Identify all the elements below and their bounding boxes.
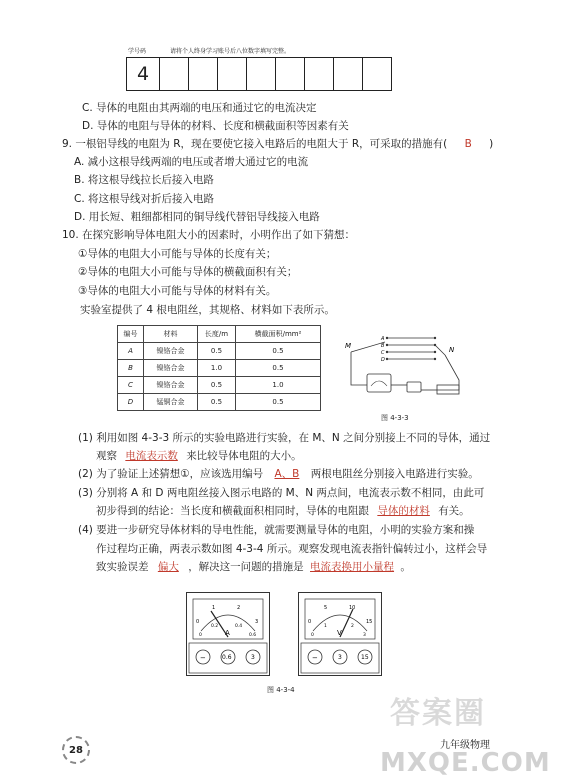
sub-4c-pre: 致实验误差 xyxy=(96,561,149,573)
guess-2: ②导体的电阻大小可能与导体的横截面积有关； xyxy=(78,266,298,278)
sub-3b-pre: 初步得到的结论：当长度和横截面积相同时，导体的电阻跟 xyxy=(96,505,369,517)
meter1-tick-low: 0.6 xyxy=(249,633,257,638)
wire-label-b: B xyxy=(381,343,385,349)
table-cell: 镍铬合金 xyxy=(144,343,198,360)
option-d-prev: D. 导体的电阻与导体的材料、长度和横截面积等因素有关 xyxy=(82,120,349,132)
table-header: 编号 xyxy=(118,326,144,343)
sub-3b-answer: 导体的材料 xyxy=(377,505,430,517)
meter1-tick-low: 0 xyxy=(199,633,202,638)
meter2-tick: 0 xyxy=(308,619,312,625)
voltmeter-needle xyxy=(340,609,353,637)
table-cell: 0.5 xyxy=(236,360,321,377)
sub-3b-post: 有关。 xyxy=(438,505,470,517)
q9-option-d: D. 用长短、粗细都相同的铜导线代替铝导线接入电路 xyxy=(74,211,320,223)
meter2-tick: 15 xyxy=(366,619,373,625)
sub-question-3b xyxy=(96,505,470,518)
table-header-row xyxy=(118,326,321,343)
q9-option-a: A. 减小这根导线两端的电压或者增大通过它的电流 xyxy=(74,156,309,168)
voltmeter-symbol: V xyxy=(337,629,342,637)
meter2-tick-low: 1 xyxy=(324,624,327,629)
sub-question-1b xyxy=(96,450,302,463)
meter1-tick: 1 xyxy=(212,605,216,611)
table-cell: 0.5 xyxy=(198,394,236,411)
q9-option-b: B. 将这根导线拉长后接入电路 xyxy=(74,174,214,186)
ammeter-figure xyxy=(186,592,270,676)
figure-caption-434: 图 4-3-4 xyxy=(267,686,295,694)
meter2-tick-low: 2 xyxy=(351,624,354,629)
sub-2-answer: A、B xyxy=(274,468,300,480)
figure-caption-433: 图 4-3-3 xyxy=(381,414,409,422)
wire-label-a: A xyxy=(381,336,385,342)
watermark-cn: 答案圈 xyxy=(390,696,486,731)
table-cell: 锰铜合金 xyxy=(144,394,198,411)
question-9 xyxy=(62,138,493,151)
sub-question-4a: (4) 要进一步研究导体材料的导电性能，就需要测量导体的电阻，小明的实验方案和操 xyxy=(78,524,475,536)
ammeter-symbol: A xyxy=(225,629,230,637)
table-row xyxy=(118,394,321,411)
id-cell[interactable] xyxy=(218,57,247,91)
meter1-tick: 2 xyxy=(237,605,241,611)
sub-question-2 xyxy=(78,468,479,481)
sub-4c-answer-1: 偏大 xyxy=(157,561,179,573)
id-cell[interactable] xyxy=(189,57,218,91)
id-number-grid[interactable] xyxy=(126,57,392,91)
id-cell[interactable] xyxy=(160,57,189,91)
guess-1: ①导体的电阻大小可能与导体的长度有关； xyxy=(78,248,277,260)
id-instruction: 请将个人终身学习账号后八位数字填写完整。 xyxy=(170,48,291,55)
table-cell: 1.0 xyxy=(236,377,321,394)
table-header: 横截面积/mm² xyxy=(236,326,321,343)
sub-1b-answer: 电流表示数 xyxy=(125,450,178,462)
circuit-diagram xyxy=(337,330,469,410)
book-title: 九年级物理 xyxy=(440,740,490,751)
terminal-label: 0.6 xyxy=(222,654,232,661)
sub-1b-post: 来比较导体电阻的大小。 xyxy=(186,450,302,462)
label-n: N xyxy=(449,346,455,354)
question-9-answer: B xyxy=(464,138,472,150)
id-cell[interactable] xyxy=(363,57,392,91)
table-row xyxy=(118,377,321,394)
id-cell[interactable] xyxy=(334,57,363,91)
sub-2-post: 两根电阻丝分别接入电路进行实验。 xyxy=(310,468,479,480)
sub-4c-answer-2: 电流表换用小量程 xyxy=(310,561,395,573)
sub-question-1a: (1) 利用如图 4-3-3 所示的实验电路进行实验，在 M、N 之间分别接上不同的导体，通过 xyxy=(78,432,491,444)
sub-2-pre: (2) 为了验证上述猜想①，应该选用编号 xyxy=(78,468,264,480)
table-cell: D xyxy=(118,394,144,411)
meter1-tick-low: 0.4 xyxy=(235,624,243,629)
meter1-tick: 3 xyxy=(255,619,259,625)
id-cell[interactable] xyxy=(276,57,305,91)
guess-3: ③导体的电阻大小可能与导体的材料有关。 xyxy=(78,285,277,297)
table-intro: 实验室提供了 4 根电阻丝，其规格、材料如下表所示。 xyxy=(80,304,335,316)
table-cell: C xyxy=(118,377,144,394)
voltmeter-figure xyxy=(298,592,382,676)
meter2-tick: 10 xyxy=(349,605,356,611)
question-9-close: ) xyxy=(489,138,494,150)
sub-question-3a: (3) 分别将 A 和 D 两电阻丝接入图示电路的 M、N 两点间，电流表示数不相同，由此可 xyxy=(78,487,485,499)
sub-4c-mid: ，解决这一问题的措施是 xyxy=(188,561,304,573)
wire-label-c: C xyxy=(381,350,385,356)
table-cell: 0.5 xyxy=(198,343,236,360)
ammeter-icon xyxy=(371,381,387,386)
table-cell: A xyxy=(118,343,144,360)
meter2-tick: 5 xyxy=(324,605,328,611)
table-cell: 镍铬合金 xyxy=(144,360,198,377)
table-header: 长度/m xyxy=(198,326,236,343)
id-cell[interactable] xyxy=(305,57,334,91)
table-header: 材料 xyxy=(144,326,198,343)
page-number: 28 xyxy=(62,736,90,764)
watermark-logo: MXQE.COM xyxy=(380,748,551,778)
terminal-label: 15 xyxy=(361,654,369,661)
q9-option-c: C. 将这根导线对折后接入电路 xyxy=(74,193,215,205)
resistance-wire-table xyxy=(117,325,321,411)
sub-question-4c xyxy=(96,561,411,574)
meter2-tick-low: 0 xyxy=(311,633,314,638)
meter2-tick-low: 3 xyxy=(363,633,366,638)
label-m: M xyxy=(345,342,352,350)
table-cell: 0.5 xyxy=(198,377,236,394)
terminal-label: 3 xyxy=(251,654,255,661)
terminal-label: − xyxy=(200,654,206,662)
table-cell: 镍铬合金 xyxy=(144,377,198,394)
table-row xyxy=(118,343,321,360)
table-cell: B xyxy=(118,360,144,377)
id-first-digit: 4 xyxy=(126,57,160,91)
sub-1b-pre: 观察 xyxy=(96,450,117,462)
question-9-text: 9. 一根铝导线的电阻为 R，现在要使它接入电路后的电阻大于 R，可采取的措施有( xyxy=(62,138,448,150)
id-cell[interactable] xyxy=(247,57,276,91)
terminal-label: 3 xyxy=(338,654,342,661)
table-cell: 0.5 xyxy=(236,343,321,360)
wire-label-d: D xyxy=(381,357,385,363)
table-cell: 1.0 xyxy=(198,360,236,377)
terminal-label: − xyxy=(312,654,318,662)
sub-4c-post: 。 xyxy=(400,561,411,573)
question-10: 10. 在探究影响导体电阻大小的因素时，小明作出了如下猜想： xyxy=(62,229,356,241)
table-row xyxy=(118,360,321,377)
meter1-tick: 0 xyxy=(196,619,200,625)
meter1-tick-low: 0.2 xyxy=(211,624,219,629)
sub-question-4b: 作过程均正确，两表示数如图 4-3-4 所示。观察发现电流表指针偏转过小，这样会导 xyxy=(96,543,488,555)
table-cell: 0.5 xyxy=(236,394,321,411)
option-c-prev: C. 导体的电阻由其两端的电压和通过它的电流决定 xyxy=(82,102,317,114)
id-label: 学号码 xyxy=(128,48,147,55)
